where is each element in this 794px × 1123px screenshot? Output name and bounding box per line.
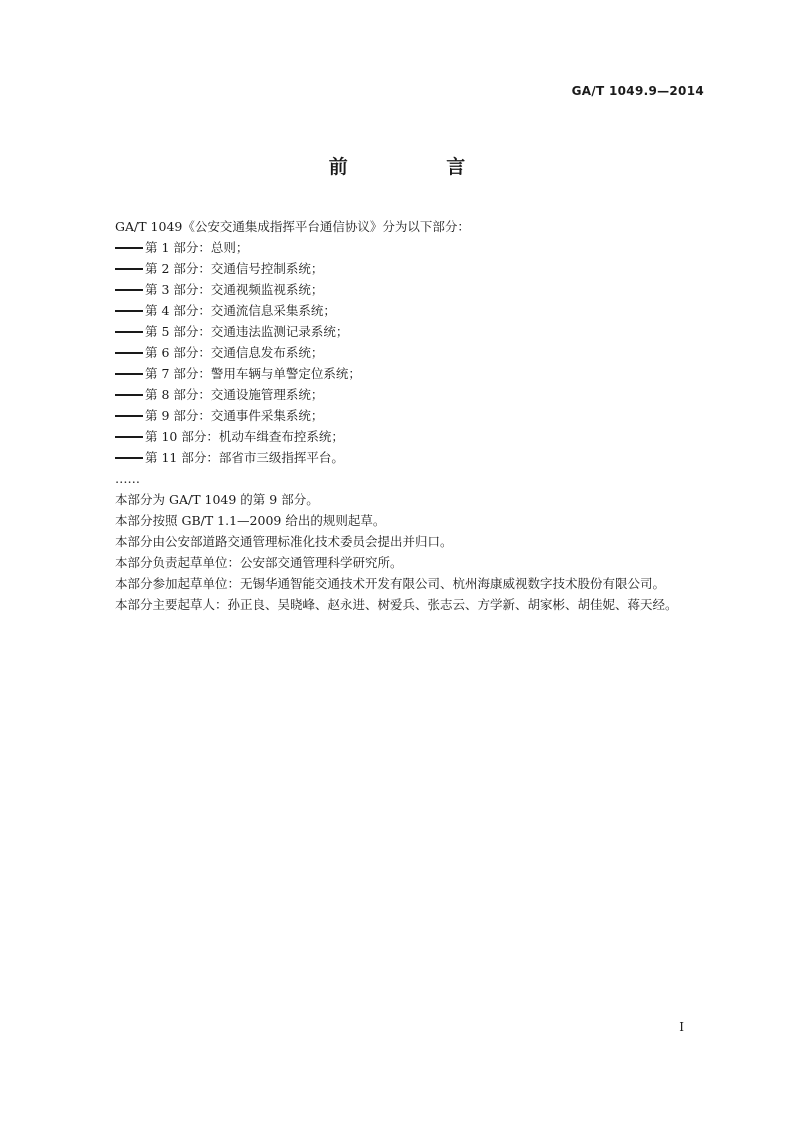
- list-item: [90, 279, 706, 300]
- em-dash-mark: [115, 436, 143, 438]
- list-item-text: 第 1 部分：总则；: [145, 240, 249, 255]
- foreword-body: [90, 216, 706, 615]
- list-item: [90, 426, 706, 447]
- em-dash-mark: [115, 310, 143, 312]
- statement-drafting-rules: 本部分按照 GB/T 1.1—2009 给出的规则起草。: [115, 513, 386, 528]
- list-ellipsis: ……: [115, 471, 140, 486]
- statement-main-authors: 本部分主要起草人：孙正良、吴晓峰、赵永进、树爱兵、张志云、方学新、胡家彬、胡佳妮、蒋天经。: [115, 597, 678, 612]
- statement-lead-drafter: 本部分负责起草单位：公安部交通管理科学研究所。: [115, 555, 403, 570]
- parts-list: [90, 237, 706, 468]
- em-dash-mark: [115, 457, 143, 459]
- list-item-text: 第 2 部分：交通信号控制系统；: [145, 261, 324, 276]
- list-item-text: 第 9 部分：交通事件采集系统；: [145, 408, 324, 423]
- list-item-text: 第 7 部分：警用车辆与单警定位系统；: [145, 366, 361, 381]
- em-dash-mark: [115, 268, 143, 270]
- em-dash-mark: [115, 373, 143, 375]
- em-dash-mark: [115, 394, 143, 396]
- list-item: [90, 300, 706, 321]
- intro-paragraph: GA/T 1049《公安交通集成指挥平台通信协议》分为以下部分：: [115, 219, 470, 234]
- list-item: [90, 405, 706, 426]
- statement-proposer: 本部分由公安部道路交通管理标准化技术委员会提出并归口。: [115, 534, 453, 549]
- statement-part-number: 本部分为 GA/T 1049 的第 9 部分。: [115, 492, 319, 507]
- list-item: [90, 384, 706, 405]
- statement-participating-drafters: 本部分参加起草单位：无锡华通智能交通技术开发有限公司、杭州海康威视数字技术股份有限公司。: [115, 576, 666, 591]
- list-item: [90, 258, 706, 279]
- list-item: [90, 321, 706, 342]
- page-title: 前 言: [328, 156, 512, 178]
- list-item: [90, 237, 706, 258]
- list-item-text: 第 11 部分：部省市三级指挥平台。: [145, 450, 344, 465]
- list-item-text: 第 3 部分：交通视频监视系统；: [145, 282, 324, 297]
- list-item-text: 第 6 部分：交通信息发布系统；: [145, 345, 324, 360]
- em-dash-mark: [115, 331, 143, 333]
- em-dash-mark: [115, 247, 143, 249]
- em-dash-mark: [115, 352, 143, 354]
- list-item-text: 第 4 部分：交通流信息采集系统；: [145, 303, 336, 318]
- list-item: [90, 447, 706, 468]
- list-item-text: 第 10 部分：机动车缉查布控系统；: [145, 429, 344, 444]
- em-dash-mark: [115, 289, 143, 291]
- em-dash-mark: [115, 415, 143, 417]
- list-item-text: 第 5 部分：交通违法监测记录系统；: [145, 324, 349, 339]
- list-item-text: 第 8 部分：交通设施管理系统；: [145, 387, 324, 402]
- page-number: I: [679, 1020, 684, 1034]
- list-item: [90, 342, 706, 363]
- list-item: [90, 363, 706, 384]
- standard-code: GA/T 1049.9—2014: [571, 84, 704, 98]
